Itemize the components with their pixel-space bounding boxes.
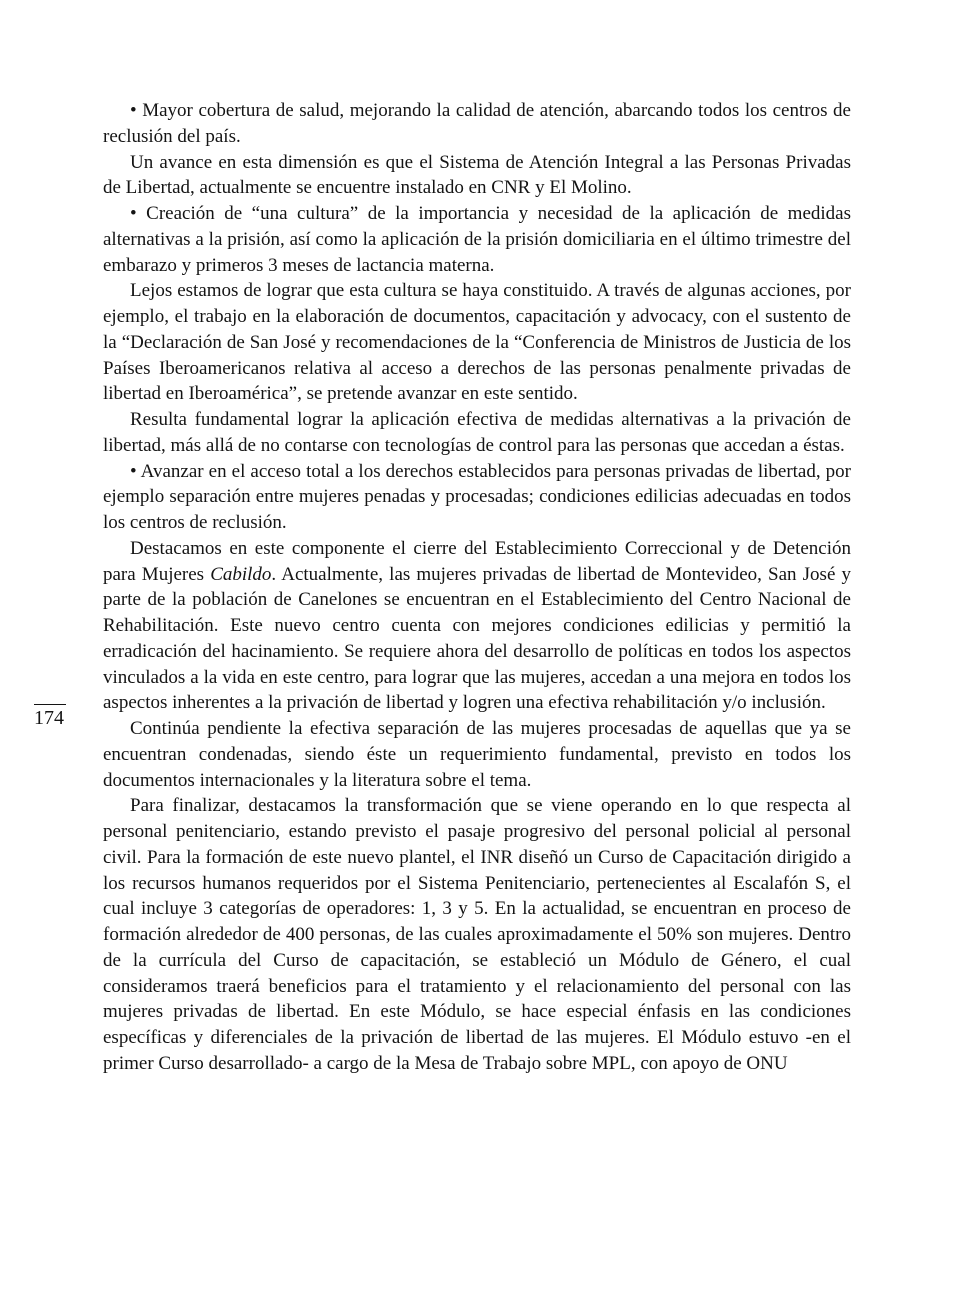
paragraph-integral-care-system: Un avance en esta dimensión es que el Sistema de Atención Integral a las Personas Privadas de Libertad, actualmente se encuentre instalado en CNR y El Molino. — [103, 151, 851, 199]
cabildo-emphasis: Cabildo — [210, 563, 272, 585]
page-number-rule — [34, 704, 66, 705]
paragraph-cabildo-closure — [103, 536, 851, 716]
paragraph-alternative-measures-application: Resulta fundamental lograr la aplicación efectiva de medidas alternativas a la privación de libertad, más allá de no contarse con tecnologías de control para las personas que accedan a éstas. — [103, 409, 851, 456]
paragraph-rights-access: • Avanzar en el acceso total a los derechos establecidos para personas privadas de libertad, por ejemplo separación entre mujeres penadas y procesadas; condiciones edilicias adecuadas en todos los centros de reclusión. — [103, 460, 851, 533]
paragraph-alternative-measures-culture: • Creación de “una cultura” de la importancia y necesidad de la aplicación de medidas alternativas a la prisión, así como la aplicación de la prisión domiciliaria en el último trimestre del embarazo y primeros 3 meses de lactancia materna. — [103, 203, 851, 276]
body-text — [103, 98, 851, 1077]
paragraph-san-jose-declaration: Lejos estamos de lograr que esta cultura se haya constituido. A través de algunas acciones, por ejemplo, el trabajo en la elaboración de documentos, capacitación y advocacy, con el sustento de la “Declaración de San José y recomendaciones de la “Conferencia de Ministros de Justicia de los Países Iberoamericanos relativa al acceso a derechos de las personas penalmente privadas de libertad en Iberoamérica”, se pretende avanzar en este sentido. — [103, 280, 851, 405]
paragraph-health-coverage: • Mayor cobertura de salud, mejorando la calidad de atención, abarcando todos los centros de reclusión del país. — [103, 100, 851, 147]
page-number: 174 — [34, 707, 64, 729]
paragraph-cabildo-text-before: Destacamos en este componente el cierre del Establecimiento Correccional y de Detención para Mujeres — [103, 537, 851, 585]
paragraph-separation-pending: Continúa pendiente la efectiva separación de las mujeres procesadas de aquellas que ya se encuentran condenadas, siendo éste un requerimiento fundamental, previsto en todos los documentos internacionales y la literatura sobre el tema. — [103, 718, 851, 791]
paragraph-personnel-transformation: Para finalizar, destacamos la transformación que se viene operando en lo que respecta al personal penitenciario, estando previsto el pasaje progresivo del personal policial al personal civil. Para la formación de este nuevo plantel, el INR diseñó un Curso de Capacitación dirigido a los recursos humanos requeridos por el Sistema Penitenciario, pertenecientes al Escalafón S, el cual incluye 3 categorías de operadores: 1, 3 y 5. En la actualidad, se encuentran en proceso de formación alrededor de 400 personas, de las cuales aproximadamente el 50% son mujeres. Dentro de la currícula del Curso de capacitación, se estableció un Módulo de Género, el cual consideramos traerá beneficios para el tratamiento y el relacionamiento del personal con las mujeres privadas de libertad. En este Módulo, se hace especial énfasis en las condiciones específicas y diferenciales de la privación de libertad de las mujeres. El Módulo estuvo -en el primer Curso desarrollado- a cargo de la Mesa de Trabajo sobre MPL, con apoyo de ONU — [103, 795, 851, 1074]
paragraph-cabildo-text-after: . Actualmente, las mujeres privadas de libertad de Montevideo, San José y parte de la población de Canelones se encuentran en el Establecimiento del Centro Nacional de Rehabilitación. Este nuevo centro cuenta con mejores condiciones edilicias y permitió la erradicación del hacinamiento. Se requiere ahora del desarrollo de políticas en todos los aspectos vinculados a la vida en este centro, para lograr que las mujeres, accedan a una mejora en todos los aspectos inherentes a la privación de libertad y logren una efectiva rehabilitación y/o inclusión. — [103, 563, 851, 714]
